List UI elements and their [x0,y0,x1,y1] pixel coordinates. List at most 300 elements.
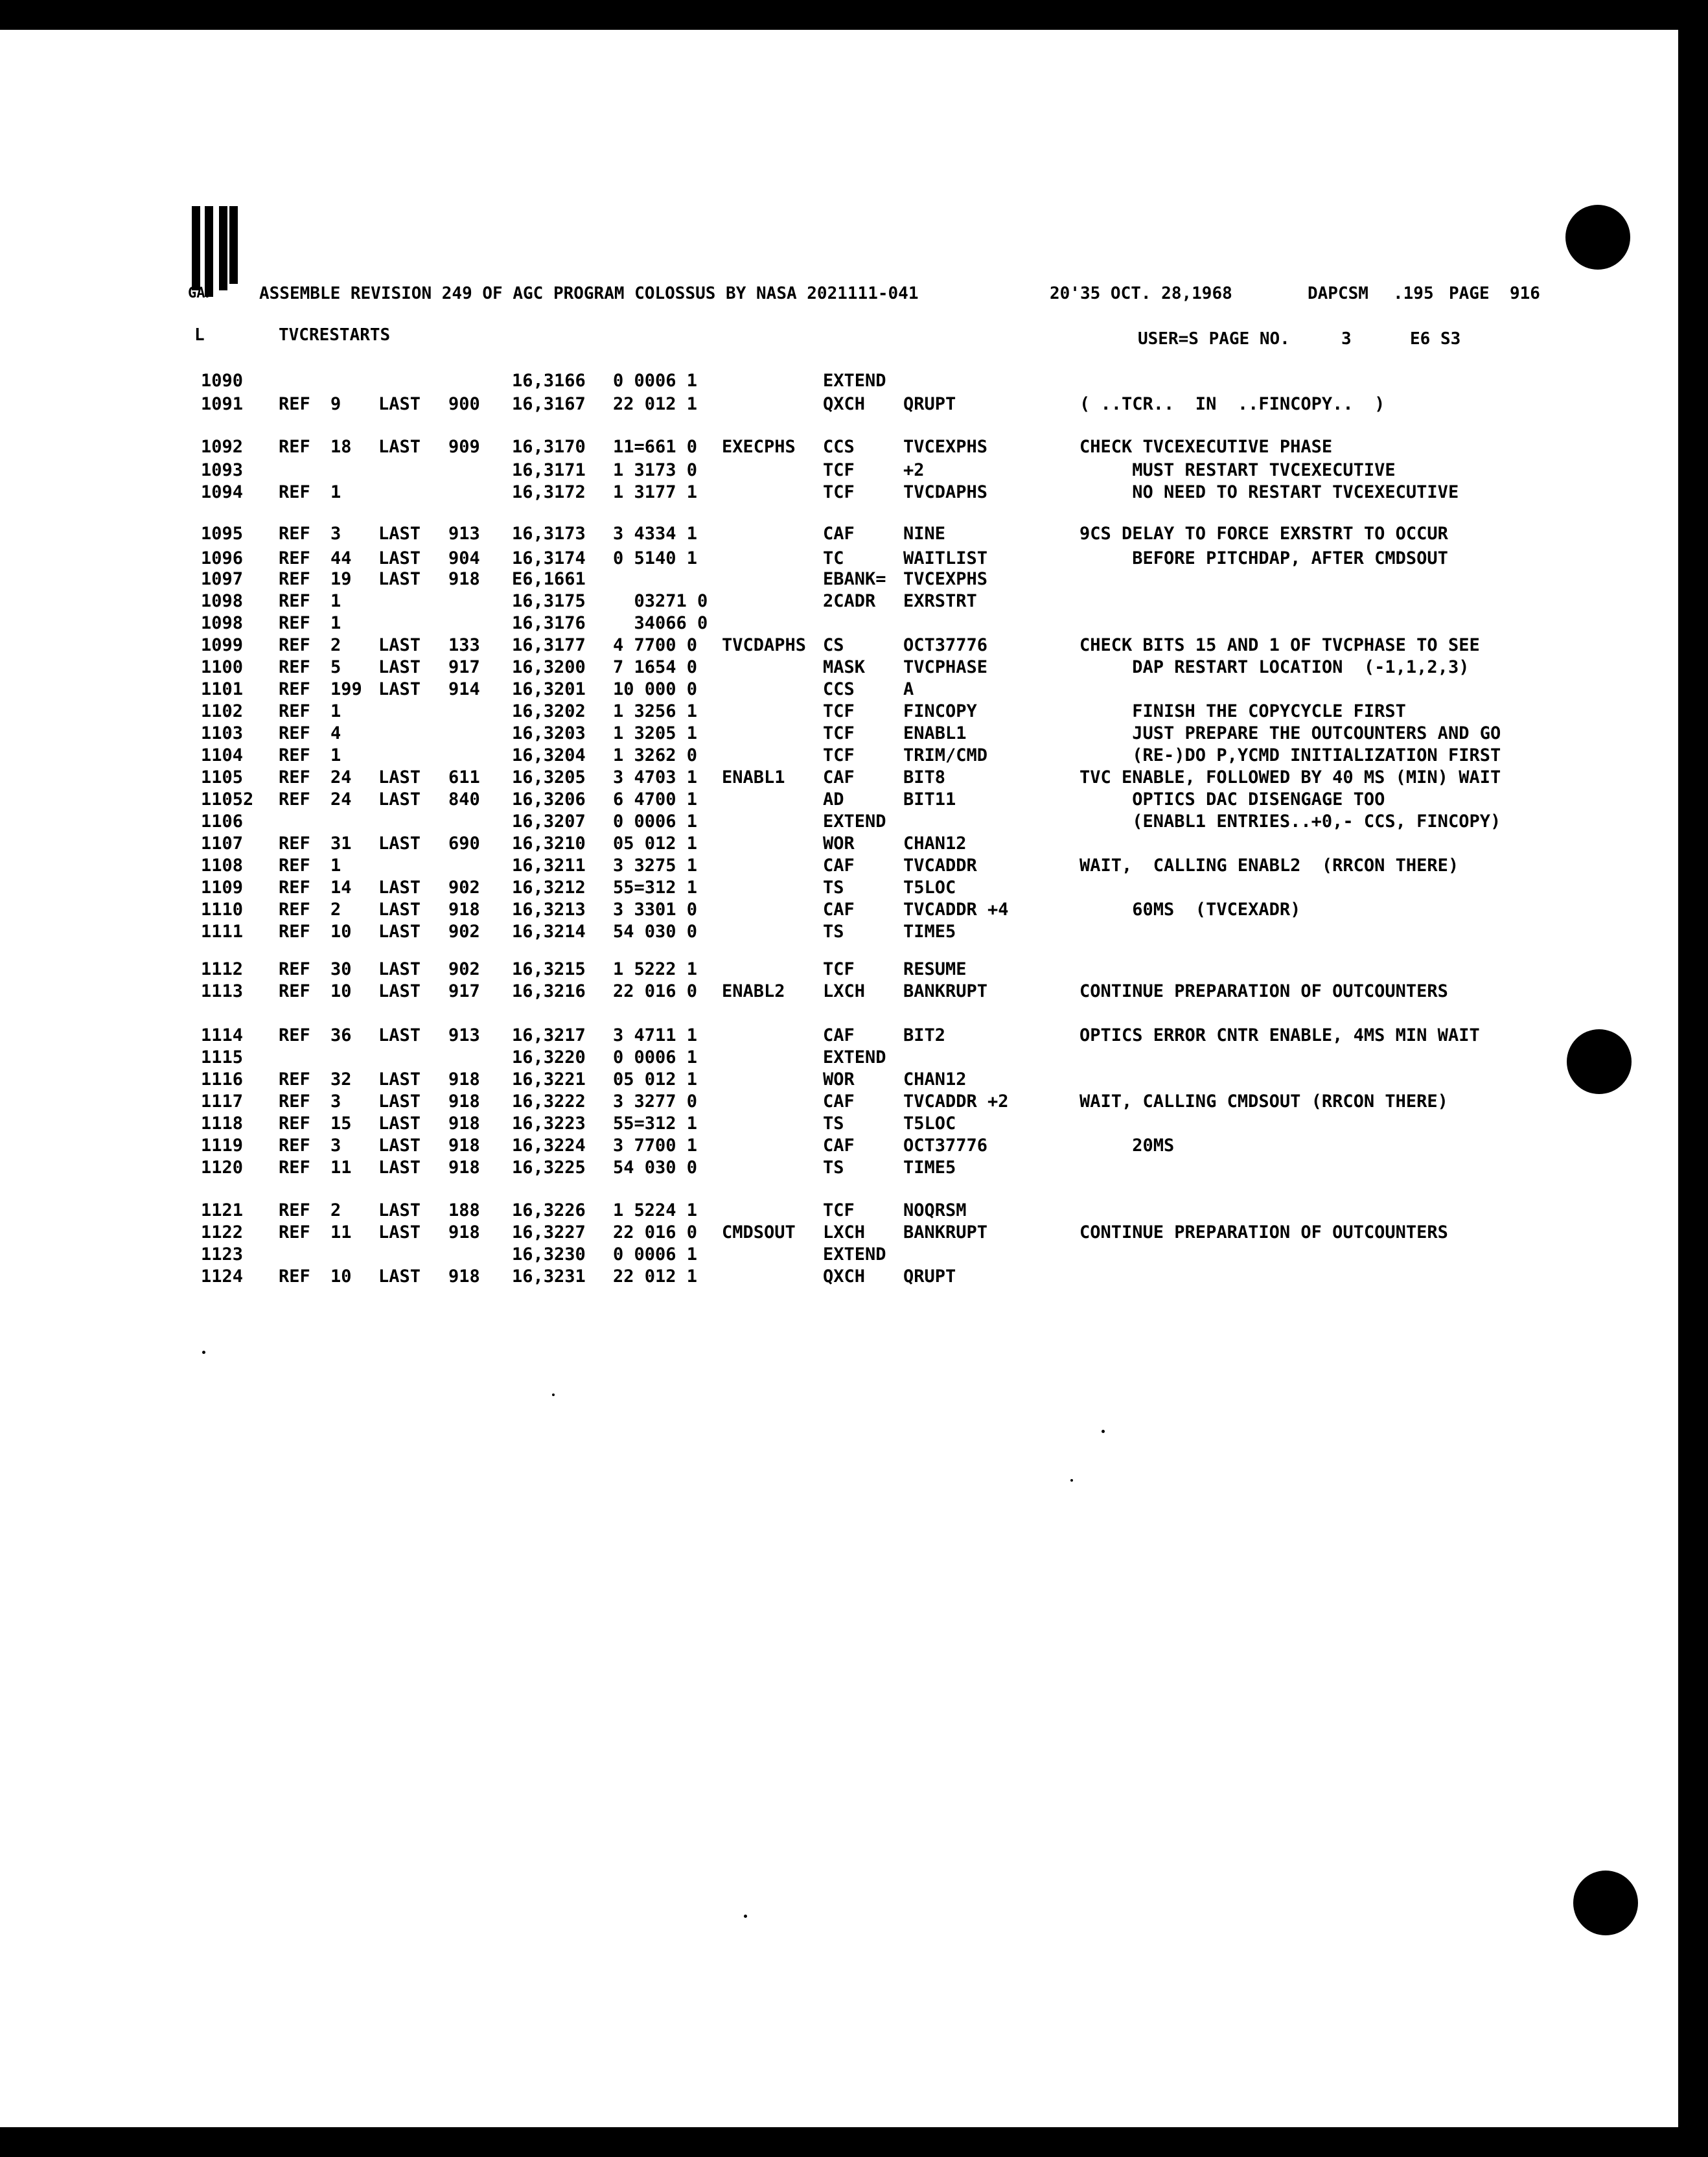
ref-count: 1 [330,613,341,633]
last-number: 918 [448,1266,480,1287]
line-number: 1103 [201,723,244,743]
ref-flag: REF [279,789,310,810]
address: E6,1661 [512,569,586,589]
last-flag: LAST [378,437,421,457]
line-number: 1094 [201,482,244,502]
address: 16,3212 [512,878,586,898]
opcode: LXCH [823,1222,866,1242]
ref-flag: REF [279,856,310,876]
ref-flag: REF [279,548,310,568]
last-number: 902 [448,959,480,979]
comment: ( ..TCR.. IN ..FINCOPY.. ) [1079,394,1385,414]
last-number: 188 [448,1200,480,1220]
address: 16,3167 [512,394,586,414]
operand: WAITLIST [903,548,988,568]
ref-flag: REF [279,482,310,502]
ref-flag: REF [279,1025,310,1045]
octal-code: 11=661 0 [613,437,698,457]
operand: A [903,679,914,699]
last-flag: LAST [378,657,421,677]
opcode: CAF [823,900,855,920]
ref-flag: REF [279,591,310,611]
ref-count: 32 [330,1069,352,1090]
line-number: 1107 [201,834,244,854]
operand: TRIM/CMD [903,745,988,765]
opcode: LXCH [823,981,866,1001]
line-number: 1090 [201,371,244,391]
listing-row [0,569,1708,591]
last-number: 918 [448,1136,480,1156]
ref-count: 10 [330,1266,352,1287]
octal-code: 1 3173 0 [613,460,698,480]
last-flag: LAST [378,394,421,414]
opcode: AD [823,789,844,810]
operand: QRUPT [903,1266,956,1287]
page-number: 916 [1510,284,1540,303]
listing-row [0,591,1708,613]
address: 16,3210 [512,834,586,854]
address: 16,3176 [512,613,586,633]
line-number: 1114 [201,1025,244,1045]
ref-flag: REF [279,1158,310,1178]
line-number: 1115 [201,1047,244,1067]
opcode: TCF [823,723,855,743]
line-number: 1099 [201,635,244,655]
ref-count: 3 [330,1091,341,1112]
line-number: 1108 [201,856,244,876]
ref-flag: REF [279,569,310,589]
last-number: 918 [448,569,480,589]
opcode: CS [823,635,844,655]
address: 16,3174 [512,548,586,568]
ref-flag: REF [279,437,310,457]
ref-flag: REF [279,657,310,677]
ref-count: 2 [330,900,341,920]
assembly-title: ASSEMBLE REVISION 249 OF AGC PROGRAM COLOSSUS BY NASA 2021111-041 [259,284,919,303]
ref-flag: REF [279,1266,310,1287]
opcode: CAF [823,1025,855,1045]
opcode: CAF [823,1091,855,1112]
last-flag: LAST [378,834,421,854]
last-number: 611 [448,767,480,787]
last-number: 918 [448,1222,480,1242]
octal-code: 4 7700 0 [613,635,698,655]
ref-count: 3 [330,524,341,544]
listing-row [0,701,1708,723]
listing-row [0,394,1708,416]
opcode: WOR [823,1069,855,1090]
ref-count: 3 [330,1136,341,1156]
address: 16,3177 [512,635,586,655]
user-page-number: 3 [1341,329,1352,349]
operand: T5LOC [903,1113,956,1134]
last-flag: LAST [378,1091,421,1112]
comment: TVC ENABLE, FOLLOWED BY 40 MS (MIN) WAIT [1079,767,1501,787]
ref-count: 10 [330,981,352,1001]
line-number: 1092 [201,437,244,457]
comment: OPTICS DAC DISENGAGE TOO [1079,789,1385,810]
opcode: MASK [823,657,866,677]
last-number: 918 [448,1069,480,1090]
line-number: 1102 [201,701,244,721]
ref-count: 1 [330,482,341,502]
comment: FINISH THE COPYCYCLE FIRST [1079,701,1406,721]
address: 16,3211 [512,856,586,876]
ref-flag: REF [279,959,310,979]
ref-flag: REF [279,613,310,633]
operand: TVCDAPHS [903,482,988,502]
line-number: 1109 [201,878,244,898]
address: 16,3217 [512,1025,586,1045]
section-letter: L [194,325,205,345]
speck [1070,1479,1073,1482]
last-number: 904 [448,548,480,568]
last-flag: LAST [378,900,421,920]
line-number: 1104 [201,745,244,765]
line-number: 1095 [201,524,244,544]
comment: WAIT, CALLING ENABL2 (RRCON THERE) [1079,856,1459,876]
last-number: 913 [448,1025,480,1045]
ref-count: 199 [330,679,362,699]
opcode: TCF [823,482,855,502]
comment: CONTINUE PREPARATION OF OUTCOUNTERS [1079,981,1448,1001]
listing-row [0,1158,1708,1180]
label: ENABL1 [722,767,785,787]
last-flag: LAST [378,524,421,544]
operand: TVCEXPHS [903,437,988,457]
operand: BANKRUPT [903,1222,988,1242]
listing-row [0,460,1708,482]
line-number: 1105 [201,767,244,787]
operand: QRUPT [903,394,956,414]
operand: FINCOPY [903,701,977,721]
comment: (ENABL1 ENTRIES..+0,- CCS, FINCOPY) [1079,811,1501,832]
ref-count: 1 [330,591,341,611]
opcode: CAF [823,1136,855,1156]
last-flag: LAST [378,1025,421,1045]
speck [552,1393,555,1396]
line-number: 1122 [201,1222,244,1242]
program-name: DAPCSM [1308,284,1368,303]
ref-flag: REF [279,1091,310,1112]
octal-code: 1 5224 1 [613,1200,698,1220]
address: 16,3221 [512,1069,586,1090]
line-number: 1096 [201,548,244,568]
listing-row [0,959,1708,981]
ref-count: 24 [330,789,352,810]
last-number: 133 [448,635,480,655]
listing-row [0,745,1708,767]
last-number: 902 [448,878,480,898]
opcode: TCF [823,701,855,721]
octal-code: 55=312 1 [613,878,698,898]
address: 16,3170 [512,437,586,457]
listing-row [0,1136,1708,1158]
opcode: TCF [823,745,855,765]
opcode: WOR [823,834,855,854]
ref-flag: REF [279,679,310,699]
listing-row [0,1200,1708,1222]
octal-code: 0 0006 1 [613,371,698,391]
octal-code: 0 0006 1 [613,1244,698,1265]
comment: WAIT, CALLING CMDSOUT (RRCON THERE) [1079,1091,1448,1112]
ref-count: 4 [330,723,341,743]
octal-code: 34066 0 [613,613,708,633]
revision-number: .195 [1393,284,1434,303]
address: 16,3220 [512,1047,586,1067]
listing-row [0,1266,1708,1288]
opcode: TS [823,1113,844,1134]
listing-row [0,856,1708,878]
octal-code: 54 030 0 [613,1158,698,1178]
octal-code: 03271 0 [613,591,708,611]
address: 16,3226 [512,1200,586,1220]
ref-flag: REF [279,701,310,721]
ref-count: 9 [330,394,341,414]
listing-row [0,482,1708,504]
ref-flag: REF [279,767,310,787]
octal-code: 3 4334 1 [613,524,698,544]
line-number: 1098 [201,613,244,633]
listing-row [0,1025,1708,1047]
address: 16,3206 [512,789,586,810]
octal-code: 22 016 0 [613,981,698,1001]
listing-row [0,922,1708,944]
listing-row [0,767,1708,789]
comment: CHECK TVCEXECUTIVE PHASE [1079,437,1333,457]
opcode: TC [823,548,844,568]
listing-row [0,789,1708,811]
ref-count: 31 [330,834,352,854]
octal-code: 1 5222 1 [613,959,698,979]
last-flag: LAST [378,569,421,589]
opcode: EXTEND [823,811,886,832]
address: 16,3216 [512,981,586,1001]
last-number: 918 [448,1158,480,1178]
ref-count: 10 [330,922,352,942]
operand: TVCADDR [903,856,977,876]
operand: T5LOC [903,878,956,898]
last-number: 918 [448,900,480,920]
address: 16,3231 [512,1266,586,1287]
ref-flag: REF [279,723,310,743]
line-number: 1093 [201,460,244,480]
opcode: QXCH [823,1266,866,1287]
address: 16,3172 [512,482,586,502]
operand: CHAN12 [903,834,967,854]
ref-flag: REF [279,834,310,854]
listing-row [0,878,1708,900]
line-number: 1118 [201,1113,244,1134]
user-code: E6 S3 [1410,329,1461,349]
operand: TVCADDR +4 [903,900,1009,920]
ref-count: 15 [330,1113,352,1134]
last-flag: LAST [378,1136,421,1156]
last-number: 900 [448,394,480,414]
octal-code: 54 030 0 [613,922,698,942]
ref-count: 1 [330,701,341,721]
line-number: 1116 [201,1069,244,1090]
octal-code: 6 4700 1 [613,789,698,810]
address: 16,3225 [512,1158,586,1178]
line-number: 1111 [201,922,244,942]
address: 16,3173 [512,524,586,544]
address: 16,3214 [512,922,586,942]
last-number: 913 [448,524,480,544]
operand: OCT37776 [903,1136,988,1156]
last-number: 914 [448,679,480,699]
listing-row [0,1244,1708,1266]
opcode: TCF [823,1200,855,1220]
octal-code: 7 1654 0 [613,657,698,677]
line-number: 1097 [201,569,244,589]
listing-row [0,524,1708,546]
address: 16,3204 [512,745,586,765]
opcode: CAF [823,856,855,876]
speck [202,1351,205,1354]
ref-flag: REF [279,1113,310,1134]
user-page-label: USER=S PAGE NO. [1138,329,1290,349]
last-number: 909 [448,437,480,457]
listing-row [0,900,1708,922]
octal-code: 0 5140 1 [613,548,698,568]
octal-code: 1 3256 1 [613,701,698,721]
last-flag: LAST [378,1222,421,1242]
line-number: 1106 [201,811,244,832]
operand: NOQRSM [903,1200,967,1220]
ref-flag: REF [279,524,310,544]
speck [1102,1430,1105,1433]
line-number: 1100 [201,657,244,677]
listing-row [0,1047,1708,1069]
page-label: PAGE [1449,284,1490,303]
punch-hole-top [1565,205,1630,270]
opcode: TS [823,878,844,898]
last-flag: LAST [378,1200,421,1220]
line-number: 1120 [201,1158,244,1178]
address: 16,3201 [512,679,586,699]
line-number: 1110 [201,900,244,920]
line-number: 1117 [201,1091,244,1112]
punch-hole-bottom [1573,1871,1638,1935]
ref-flag: REF [279,1222,310,1242]
comment: CONTINUE PREPARATION OF OUTCOUNTERS [1079,1222,1448,1242]
octal-code: 05 012 1 [613,1069,698,1090]
octal-code: 3 7700 1 [613,1136,698,1156]
listing-row [0,834,1708,856]
operand: +2 [903,460,925,480]
ref-flag: REF [279,900,310,920]
listing-row [0,635,1708,657]
comment: 9CS DELAY TO FORCE EXRSTRT TO OCCUR [1079,524,1448,544]
operand: NINE [903,524,946,544]
operand: TVCADDR +2 [903,1091,1009,1112]
comment: (RE-)DO P,YCMD INITIALIZATION FIRST [1079,745,1501,765]
address: 16,3222 [512,1091,586,1112]
timestamp: 20'35 OCT. 28,1968 [1050,284,1232,303]
last-number: 902 [448,922,480,942]
line-number: 1091 [201,394,244,414]
ref-count: 18 [330,437,352,457]
ref-count: 11 [330,1222,352,1242]
ref-count: 5 [330,657,341,677]
address: 16,3223 [512,1113,586,1134]
ref-count: 2 [330,1200,341,1220]
opcode: CCS [823,679,855,699]
line-number: 1121 [201,1200,244,1220]
last-flag: LAST [378,1266,421,1287]
address: 16,3166 [512,371,586,391]
last-flag: LAST [378,789,421,810]
last-flag: LAST [378,1113,421,1134]
ref-count: 36 [330,1025,352,1045]
listing-row [0,1069,1708,1091]
octal-code: 3 3277 0 [613,1091,698,1112]
listing-row [0,811,1708,834]
line-number: 1119 [201,1136,244,1156]
ref-flag: REF [279,745,310,765]
comment: CHECK BITS 15 AND 1 OF TVCPHASE TO SEE [1079,635,1480,655]
ref-flag: REF [279,981,310,1001]
octal-code: 0 0006 1 [613,811,698,832]
octal-code: 3 3301 0 [613,900,698,920]
last-number: 918 [448,1113,480,1134]
listing-row [0,723,1708,745]
address: 16,3230 [512,1244,586,1265]
octal-code: 22 016 0 [613,1222,698,1242]
address: 16,3200 [512,657,586,677]
last-number: 690 [448,834,480,854]
last-number: 917 [448,981,480,1001]
ref-count: 30 [330,959,352,979]
octal-code: 1 3205 1 [613,723,698,743]
ref-count: 2 [330,635,341,655]
listing-row [0,679,1708,701]
opcode: EXTEND [823,1047,886,1067]
address: 16,3227 [512,1222,586,1242]
opcode: EBANK= [823,569,886,589]
label: EXECPHS [722,437,796,457]
operand: BIT8 [903,767,946,787]
octal-code: 1 3177 1 [613,482,698,502]
ref-count: 11 [330,1158,352,1178]
ref-count: 1 [330,856,341,876]
octal-code: 22 012 1 [613,1266,698,1287]
label: CMDSOUT [722,1222,796,1242]
last-number: 918 [448,1091,480,1112]
operand: BIT11 [903,789,956,810]
ref-count: 1 [330,745,341,765]
operand: TIME5 [903,1158,956,1178]
listing-row [0,981,1708,1003]
opcode: TCF [823,959,855,979]
address: 16,3205 [512,767,586,787]
last-flag: LAST [378,922,421,942]
operand: OCT37776 [903,635,988,655]
operand: TVCPHASE [903,657,988,677]
line-number: 1098 [201,591,244,611]
octal-code: 22 012 1 [613,394,698,414]
operand: EXRSTRT [903,591,977,611]
opcode: QXCH [823,394,866,414]
header-mark: GAP [188,285,214,301]
opcode: CAF [823,524,855,544]
label: TVCDAPHS [722,635,807,655]
ref-count: 14 [330,878,352,898]
octal-code: 10 000 0 [613,679,698,699]
operand: TVCEXPHS [903,569,988,589]
last-flag: LAST [378,679,421,699]
